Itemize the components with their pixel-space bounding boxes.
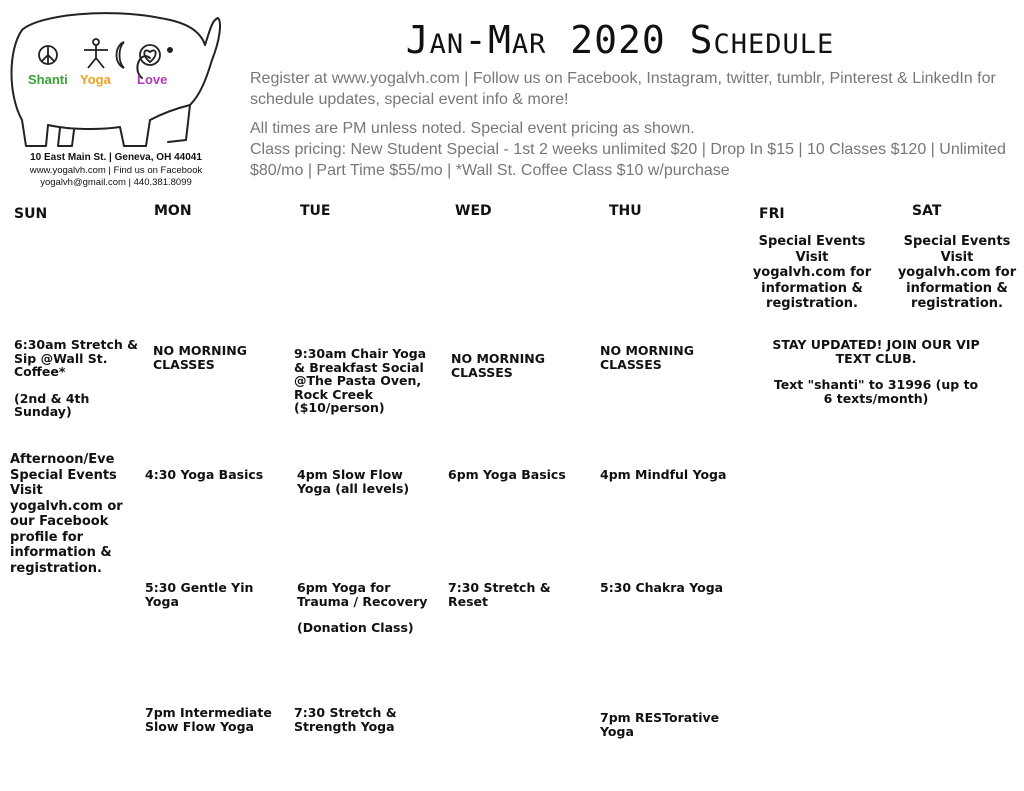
pricing-info: Class pricing: New Student Special - 1st 2 weeks unlimited $20 | Drop In $15 | 10 Classes $120 | Unlimited $80/mo | Part Time $55/mo | *Wall St. Coffee Class $10 w/purchase [250,141,1006,179]
mon-class-3: 7pm Intermediate Slow Flow Yoga [145,705,272,734]
tue-morning-title: 9:30am Chair Yoga & Breakfast Social @The Pasta Oven, Rock Creek [294,346,427,402]
wed-class-1: 6pm Yoga Basics [448,467,566,482]
sun-afternoon-special: Afternoon/Eve Special Events Visit yogalvh.com or our Facebook profile for information & registration. [10,452,123,576]
thu-morning: NO MORNING CLASSES [600,343,694,372]
register-info: Register at www.yogalvh.com | Follow us on Facebook, Instagram, twitter, tumblr, Pinterest & LinkedIn for schedule updates, special event info & more! [250,70,996,108]
day-sun: SUN [14,206,48,222]
logo-word-love: Love [137,72,168,87]
tue-morning-class [294,347,429,415]
tue-class-2-title: 6pm Yoga for Trauma / Recovery [297,580,428,609]
logo-word-yoga: Yoga [80,72,111,87]
tue-class-3: 7:30 Stretch & Strength Yoga [294,705,397,734]
sun-morning-class [14,338,139,419]
logo-web: www.yogalvh.com | Find us on Facebook [29,165,203,176]
thu-class-3: 7pm RESTorative Yoga [600,710,720,739]
wed-class-2: 7:30 Stretch & Reset [448,580,551,609]
sun-morning-title: 6:30am Stretch & Sip @Wall St. Coffee* [14,337,139,379]
day-sat: SAT [912,203,942,219]
tue-class-1-note: (all levels) [335,480,410,496]
sat-special-events: Special Events Visit yogalvh.com for information & registration. [897,234,1017,311]
mon-class-1: 4:30 Yoga Basics [145,467,264,482]
logo-word-shanti: Shanti [28,72,68,87]
thu-class-1: 4pm Mindful Yoga [600,467,727,482]
wed-morning: NO MORNING CLASSES [451,351,545,380]
thu-class-2: 5:30 Chakra Yoga [600,580,724,595]
tue-morning-note: ($10/person) [294,400,385,415]
tue-class-2-note: (Donation Class) [297,620,414,635]
day-mon: MON [154,203,192,219]
tue-class-1-title: 4pm Slow Flow Yoga [297,467,403,496]
vip-headline: STAY UPDATED! JOIN OUR VIP TEXT CLUB. [772,337,980,366]
day-tue: TUE [300,203,331,219]
mon-class-2: 5:30 Gentle Yin Yoga [145,580,254,609]
vip-text-club [768,338,984,405]
day-wed: WED [455,203,492,219]
fri-special-events: Special Events Visit yogalvh.com for information & registration. [752,234,872,311]
tue-class-1 [297,468,417,495]
mon-morning: NO MORNING CLASSES [153,343,247,372]
times-note: All times are PM unless noted. Special event pricing as shown. [250,120,695,137]
vip-instructions: Text "shanti" to 31996 (up to 6 texts/month) [773,377,979,406]
logo-contact: yogalvh@gmail.com | 440.381.8099 [40,177,192,188]
elephant-logo-icon [0,0,232,152]
page-title: Jan-Mar 2020 Schedule [405,18,835,62]
day-thu: THU [609,203,642,219]
sun-morning-note: (2nd & 4th Sunday) [14,390,90,419]
day-fri: FRI [759,206,785,222]
logo-address: 10 East Main St. | Geneva, OH 44041 [30,152,202,163]
tue-class-2 [297,581,432,635]
